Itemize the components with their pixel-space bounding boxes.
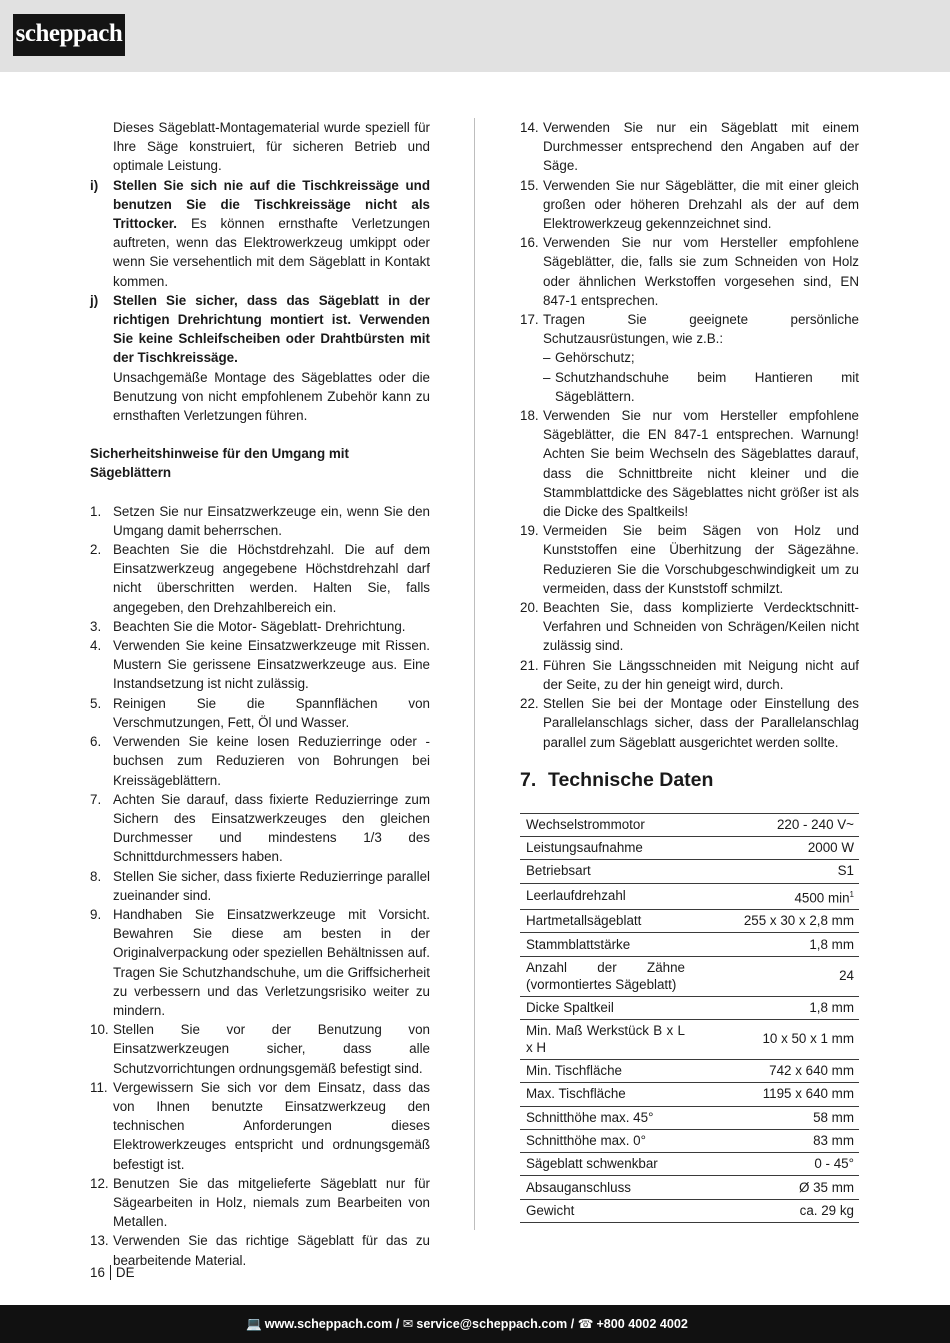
numbered-list-left — [90, 502, 430, 1270]
language-code: DE — [115, 1265, 135, 1280]
item-text: Stellen Sie vor der Benutzung von Einsatzwerkzeugen sicher, dass alle Schutzvorrichtungen ordnungsgemäß befestigt sind. — [113, 1022, 430, 1076]
spec-value-text: 1,8 mm — [809, 999, 854, 1015]
item-number: 18. — [520, 408, 539, 424]
spec-row — [520, 860, 859, 883]
list-item — [90, 636, 430, 694]
spec-row — [520, 910, 859, 933]
spec-value-text: Ø 35 mm — [798, 1179, 854, 1195]
spec-label: Leerlaufdrehzahl — [520, 883, 685, 909]
item-number: 21. — [520, 657, 539, 673]
spec-row — [520, 813, 859, 836]
spec-row — [520, 933, 859, 956]
spec-value-text: 58 mm — [813, 1109, 854, 1125]
intro-paragraph: Dieses Sägeblatt-Montagematerial wurde speziell für Ihre Säge konstruiert, für sicheren Betrieb und optimale Leistung. — [113, 120, 430, 174]
spec-label: Anzahl der Zähne (vormontiertes Sägeblatt) — [520, 956, 685, 996]
footer-band — [0, 1305, 950, 1343]
contact-separator: / — [570, 1317, 575, 1331]
spec-value — [685, 883, 859, 909]
item-text: Beachten Sie die Höchstdrehzahl. Die auf dem Einsatzwerkzeug angegebene Höchstdrehzahl darf nicht überschritten werden. Halten Sie, falls angegeben, den Drehzahlbereich ein. — [113, 542, 430, 615]
list-item-17 — [520, 310, 859, 406]
phone-number: +800 4002 4002 — [596, 1317, 688, 1331]
spec-value — [685, 1059, 859, 1082]
item-number: 2. — [90, 542, 102, 558]
item-marker: i) — [90, 177, 99, 193]
item-text: Unsachgemäße Montage des Sägeblattes oder die Benutzung von nicht empfohlenem Zubehör kann zu ernsthaften Verletzungen führen. — [113, 369, 430, 424]
spec-value-text: 24 — [839, 968, 854, 984]
item-text: Verwenden Sie keine losen Reduzierringe oder -buchsen zum Reduzieren von Bohrungen bei Kreissägeblättern. — [113, 734, 430, 788]
spec-label: Sägeblatt schwenkbar — [520, 1153, 685, 1176]
list-item — [520, 118, 859, 176]
list-item — [90, 1174, 430, 1232]
spec-label: Leistungsaufnahme — [520, 837, 685, 860]
list-item — [90, 1231, 430, 1269]
item-text: Setzen Sie nur Einsatzwerkzeuge ein, wenn Sie den Umgang damit beherrschen. — [113, 503, 430, 538]
spec-row — [520, 956, 859, 996]
left-column — [90, 118, 430, 1270]
page-footer — [90, 1265, 135, 1280]
sub-item-text: Gehörschutz; — [555, 350, 635, 366]
spec-value — [685, 1106, 859, 1129]
item-text: Führen Sie Längsschneiden mit Neigung nicht auf der Seite, zu der hin geneigt wird, durch. — [543, 657, 859, 692]
spec-label: Min. Maß Werkstück B x L x H — [520, 1019, 685, 1059]
item-text: Stellen Sie bei der Montage oder Einstellung des Parallelanschlags sicher, dass der Parallelanschlag parallel zum Sägeblatt ausgerichtet werden sollte. — [543, 696, 859, 750]
spec-value — [685, 910, 859, 933]
spec-row — [520, 1083, 859, 1106]
spec-label: Absauganschluss — [520, 1176, 685, 1199]
item-number: 9. — [90, 906, 102, 922]
list-item — [520, 176, 859, 234]
footer-separator — [110, 1265, 111, 1280]
dash-marker: – — [543, 350, 551, 366]
list-item — [90, 790, 430, 867]
technical-data-heading — [520, 768, 859, 792]
spec-value — [685, 860, 859, 883]
spec-label: Hartmetallsägeblatt — [520, 910, 685, 933]
spec-row — [520, 1059, 859, 1082]
item-number: 22. — [520, 696, 539, 712]
item-text: Beachten Sie die Motor- Sägeblatt- Drehrichtung. — [113, 618, 406, 634]
item-number: 12. — [90, 1175, 109, 1191]
item-text: Tragen Sie geeignete persönliche Schutzausrüstungen, wie z.B.: — [543, 312, 859, 347]
spec-value — [685, 1199, 859, 1222]
item-number: 15. — [520, 177, 539, 193]
item-text: Verwenden Sie nur ein Sägeblatt mit einem Durchmesser entsprechend den Angaben auf der Säge. — [543, 120, 859, 174]
item-bold-text: Stellen Sie sich nie auf die Tischkreissäge und benutzen Sie die Tischkreissäge nicht als Trittocker. — [113, 177, 430, 232]
item-number: 16. — [520, 235, 539, 251]
item-text: Es können ernsthafte Verletzungen auftreten, wenn das Elektrowerkzeug umkippt oder wenn Sie versehentlich mit dem Sägeblatt in Kontakt kommen. — [113, 216, 430, 289]
item-text: Beachten Sie, dass komplizierte Verdecktschnitt-Verfahren und Schneiden von Schrägen/Keilen nicht zulässig sind. — [543, 600, 859, 654]
technical-data-table — [520, 813, 859, 1223]
spec-label: Schnitthöhe max. 0° — [520, 1129, 685, 1152]
spec-row — [520, 837, 859, 860]
item-text: Reinigen Sie die Spannflächen von Verschmutzungen, Fett, Öl und Wasser. — [113, 695, 430, 730]
phone-icon: ☎ — [577, 1317, 594, 1331]
spec-label: Gewicht — [520, 1199, 685, 1222]
spec-value-text: 1,8 mm — [809, 936, 854, 952]
spec-value — [685, 1129, 859, 1152]
item-text: Verwenden Sie nur vom Hersteller empfohlene Sägeblätter, die, falls sie zum Schneiden von Holz oder ähnlichen Werkstoffen vorgesehen sind, EN 847-1 entsprechen. — [543, 235, 859, 308]
list-item — [520, 694, 859, 752]
spec-label: Min. Tischfläche — [520, 1059, 685, 1082]
spec-label: Wechselstrommotor — [520, 813, 685, 836]
spec-value — [685, 837, 859, 860]
header-band — [0, 0, 950, 72]
spec-value — [685, 933, 859, 956]
spec-value-text: 255 x 30 x 2,8 mm — [743, 913, 854, 929]
page-number: 16 — [90, 1265, 105, 1280]
spec-row — [520, 1019, 859, 1059]
spec-row — [520, 1106, 859, 1129]
mail-icon: ✉ — [402, 1317, 414, 1331]
list-item — [90, 540, 430, 617]
spec-row — [520, 1199, 859, 1222]
spec-value — [685, 1083, 859, 1106]
list-item — [520, 406, 859, 521]
item-marker: j) — [90, 292, 99, 308]
spec-value-text: 83 mm — [813, 1132, 854, 1148]
spec-row — [520, 996, 859, 1019]
spec-value-text: S1 — [837, 863, 854, 879]
spec-value-text: 0 - 45° — [814, 1156, 854, 1172]
item-number: 11. — [90, 1079, 108, 1095]
sub-item-text: Schutzhandschuhe beim Hantieren mit Sägeblättern. — [555, 369, 859, 404]
item-number: 7. — [90, 791, 102, 807]
list-item — [520, 521, 859, 598]
list-item — [520, 233, 859, 310]
item-number: 8. — [90, 868, 102, 884]
item-number: 17. — [520, 312, 539, 328]
spec-value-text: 1195 x 640 mm — [762, 1086, 854, 1102]
spec-value-text: ca. 29 kg — [799, 1202, 854, 1218]
item-text: Verwenden Sie das richtige Sägeblatt für das zu bearbeitende Material. — [113, 1233, 430, 1268]
list-item — [90, 732, 430, 790]
item-text: Handhaben Sie Einsatzwerkzeuge mit Vorsicht. Bewahren Sie diese am besten in der Originalverpackung oder speziellen Behältnissen auf. Tragen Sie Schutzhandschuhe, um die Griffsicherheit zu verbessern und das Verletzungsrisiko weiter zu mindern. — [113, 906, 430, 1018]
computer-icon: 💻 — [246, 1317, 262, 1331]
spec-value — [685, 1153, 859, 1176]
list-item-j — [90, 291, 430, 425]
spec-row — [520, 1176, 859, 1199]
list-item — [90, 867, 430, 905]
list-item — [520, 656, 859, 694]
list-item-i — [90, 176, 430, 291]
item-number: 14. — [520, 120, 539, 135]
spec-value — [685, 1019, 859, 1059]
scheppach-logo: scheppach — [13, 14, 125, 56]
spec-label: Max. Tischfläche — [520, 1083, 685, 1106]
item-text: Verwenden Sie keine Einsatzwerkzeuge mit Rissen. Mustern Sie gerissene Einsatzwerkzeuge aus. Eine Instandsetzung ist nicht zulässig. — [113, 638, 430, 692]
item-text: Achten Sie darauf, dass fixierte Reduzierringe zum Sichern des Einsatzwerkzeuges den gleichen Durchmesser und mindestens 1/3 des Schnittdurchmessers haben. — [113, 791, 430, 865]
item-number: 13. — [90, 1233, 109, 1249]
item-text: Vermeiden Sie beim Sägen von Holz und Kunststoffen eine Überhitzung der Sägezähne. Reduzieren Sie die Vorschubgeschwindigkeit um zu vermeiden, dass der Kunststoff schmilzt. — [543, 523, 859, 596]
list-item — [90, 905, 430, 1020]
spec-value-text: 10 x 50 x 1 mm — [762, 1031, 854, 1047]
email-link[interactable]: service@scheppach.com — [416, 1317, 568, 1331]
list-item — [90, 617, 430, 636]
item-number: 10. — [90, 1022, 109, 1038]
dash-marker: – — [543, 369, 551, 385]
website-link[interactable]: www.scheppach.com — [264, 1317, 393, 1331]
spec-label: Dicke Spaltkeil — [520, 996, 685, 1019]
spec-value-text: 2000 W — [807, 840, 854, 856]
sub-item — [543, 368, 859, 406]
item-bold-text: Stellen Sie sicher, dass das Sägeblatt in der richtigen Drehrichtung montiert ist. Verwenden Sie keine Schleifscheiben oder Drahtbürsten mit der Tischkreissäge. — [113, 292, 430, 366]
list-item — [90, 1078, 430, 1174]
list-item — [90, 1020, 430, 1078]
item-text: Verwenden Sie nur vom Hersteller empfohlene Sägeblätter, die EN 847-1 entsprechen. Warnung! Achten Sie beim Wechseln des Sägeblattes darauf, dass die Schnittbreite nicht kleiner und die Stammblattdicke des Sägeblattes nicht größer ist als die Dicke des Spaltkeils! — [543, 408, 859, 520]
list-item — [520, 598, 859, 656]
spec-value — [685, 1176, 859, 1199]
spec-label: Stammblattstärke — [520, 933, 685, 956]
item-number: 1. — [90, 503, 102, 519]
spec-value — [685, 813, 859, 836]
spec-value-superscript: 1 — [849, 889, 854, 899]
item-text: Stellen Sie sicher, dass fixierte Reduzierringe parallel zueinander sind. — [113, 868, 430, 903]
item-number: 20. — [520, 600, 539, 616]
item-number: 3. — [90, 618, 102, 634]
spec-value — [685, 956, 859, 996]
item-number: 19. — [520, 523, 539, 539]
spec-value-text: 4500 min — [794, 890, 850, 906]
numbered-list-right — [520, 118, 859, 752]
right-column — [520, 118, 859, 1223]
heading-title: Technische Daten — [548, 768, 714, 791]
contact-separator: / — [395, 1317, 400, 1331]
spec-value-text: 220 - 240 V~ — [776, 816, 854, 832]
list-item — [90, 502, 430, 540]
column-divider — [474, 118, 475, 1230]
spec-row — [520, 1153, 859, 1176]
spec-row — [520, 1129, 859, 1152]
spec-row — [520, 883, 859, 909]
list-item — [90, 694, 430, 732]
item-number: 5. — [90, 695, 102, 711]
item-text: Verwenden Sie nur Sägeblätter, die mit einer gleich großen oder höheren Drehzahl als der auf dem Elektrowerkzeug gekennzeichnet sind. — [543, 177, 859, 232]
spec-value — [685, 996, 859, 1019]
sub-item — [543, 348, 859, 367]
heading-number: 7. — [520, 768, 537, 791]
spec-value-text: 742 x 640 mm — [769, 1063, 854, 1079]
contact-line — [246, 1305, 688, 1343]
section-heading: Sicherheitshinweise für den Umgang mit Sägeblättern — [90, 446, 349, 481]
spec-label: Betriebsart — [520, 860, 685, 883]
item-number: 4. — [90, 638, 102, 654]
item-text: Benutzen Sie das mitgelieferte Sägeblatt nur für Sägearbeiten in Holz, niemals zum Bearbeiten von Metallen. — [113, 1175, 430, 1230]
item-number: 6. — [90, 734, 102, 750]
item-text: Vergewissern Sie sich vor dem Einsatz, dass das von Ihnen benutzte Einsatzwerkzeug den technischen Anforderungen dieses Elektrowerkzeuges entspricht und ordnungsgemäß befestigt ist. — [113, 1079, 430, 1172]
spec-label: Schnitthöhe max. 45° — [520, 1106, 685, 1129]
